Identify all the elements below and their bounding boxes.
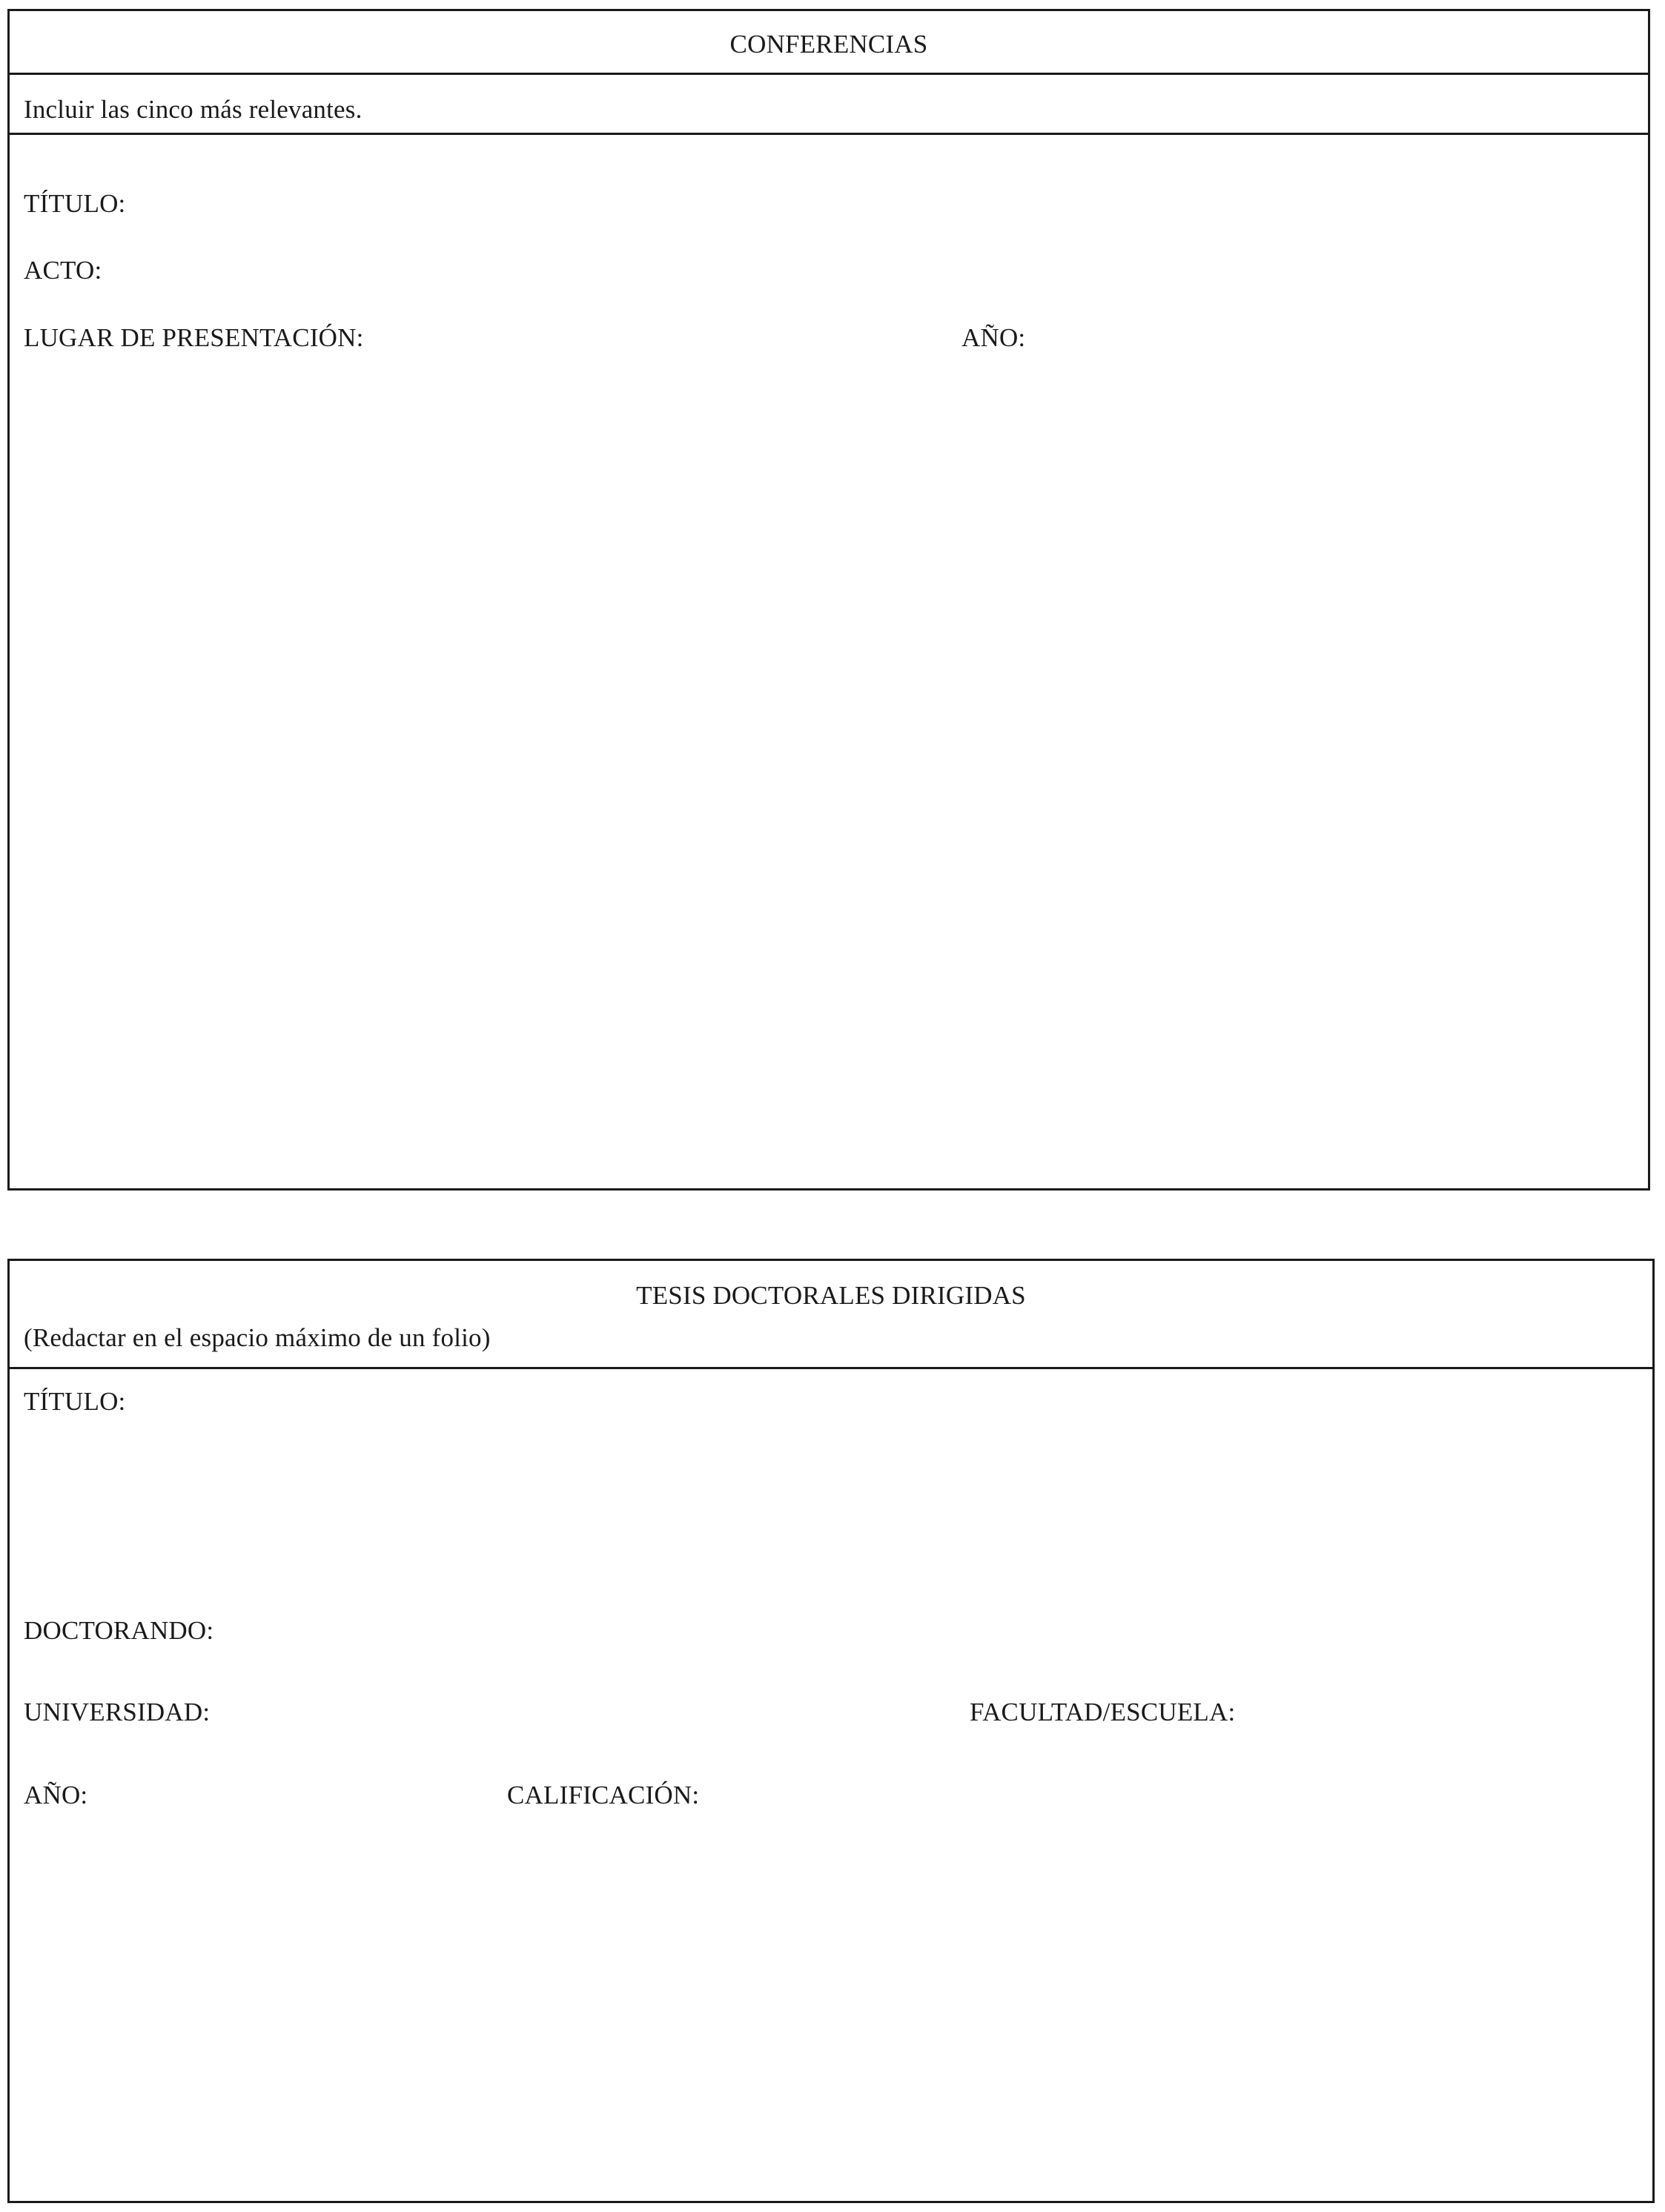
tesis-anio-label: AÑO: (24, 1781, 88, 1809)
conferencias-titulo-label: TÍTULO: (24, 189, 126, 218)
conferencias-acto-label: ACTO: (24, 256, 102, 285)
conferencias-instruction-divider (10, 133, 1648, 135)
conferencias-instruction: Incluir las cinco más relevantes. (24, 95, 363, 124)
conferencias-anio-label: AÑO: (961, 323, 1026, 352)
tesis-titulo-label: TÍTULO: (24, 1387, 126, 1416)
conferencias-lugar-label: LUGAR DE PRESENTACIÓN: (24, 323, 364, 352)
tesis-title: TESIS DOCTORALES DIRIGIDAS (636, 1281, 1026, 1310)
conferencias-section (7, 9, 1650, 1191)
conferencias-title-divider (10, 73, 1648, 75)
conferencias-title: CONFERENCIAS (729, 30, 928, 59)
tesis-doctorando-label: DOCTORANDO: (24, 1616, 214, 1645)
tesis-header-divider (10, 1367, 1652, 1369)
tesis-section (7, 1259, 1655, 2203)
tesis-calificacion-label: CALIFICACIÓN: (507, 1781, 700, 1809)
tesis-universidad-label: UNIVERSIDAD: (24, 1698, 211, 1726)
tesis-instruction: (Redactar en el espacio máximo de un folio) (24, 1323, 491, 1352)
tesis-facultad-label: FACULTAD/ESCUELA: (970, 1698, 1236, 1726)
